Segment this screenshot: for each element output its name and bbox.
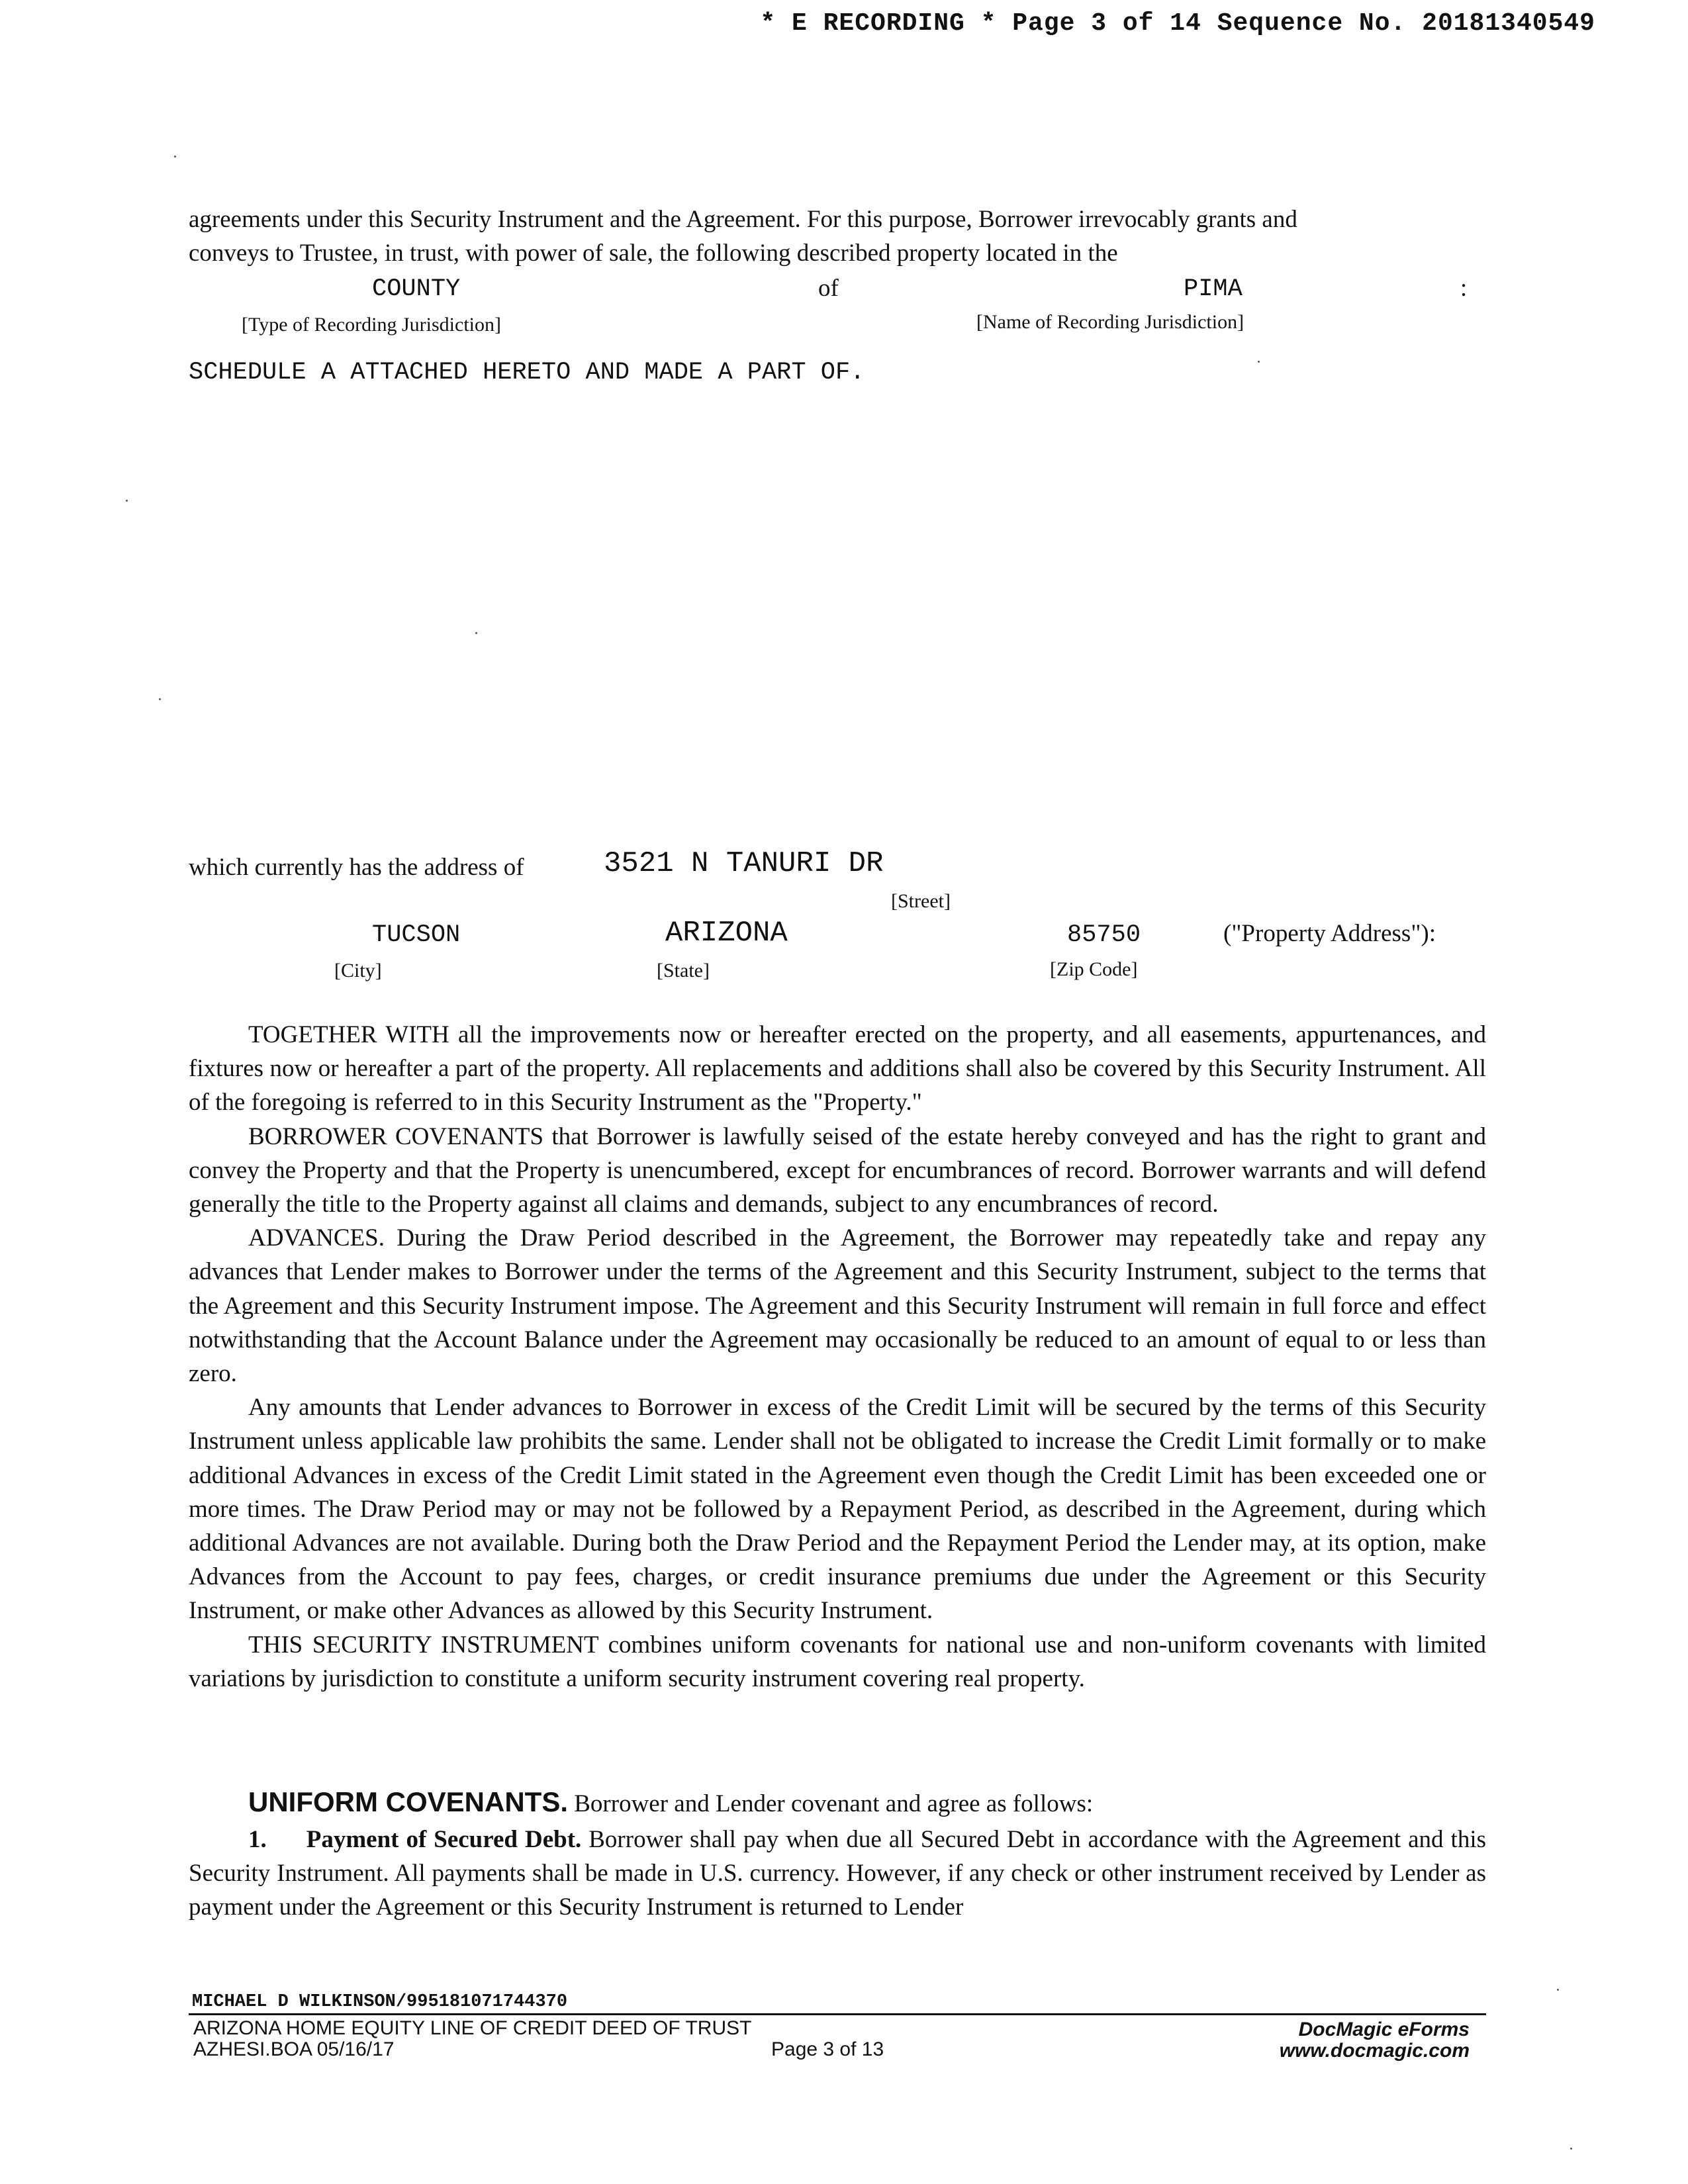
address-state-caption: [State] [657, 960, 710, 981]
jurisdiction-type-caption: [Type of Recording Jurisdiction] [242, 314, 501, 336]
property-address-label: ("Property Address"): [1223, 920, 1436, 947]
address-zip-caption: [Zip Code] [1050, 958, 1138, 980]
payment-covenant-number: 1. [248, 1826, 267, 1853]
covenant-paragraphs [189, 1018, 1486, 1696]
any-amounts-paragraph: Any amounts that Lender advances to Borrower in excess of the Credit Limit will be secured by the terms of this Security Instrument unless applicable law prohibits the same. Lender shall not be obligated to increase the Credit Limit formally or to make additional Advances in excess of the Credit Limit stated in the Agreement even though the Credit Limit has been exceeded one or more times. The Draw Period may or may not be followed by a Repayment Period, as described in the Agreement, during which additional Advances are not available. During both the Draw Period and the Repayment Period the Lender may, at its option, make Advances from the Account to pay fees, charges, or credit insurance premiums due under the Agreement or this Security Instrument, or make other Advances as allowed by this Security Instrument. [189, 1394, 1486, 1625]
footer-docmagic-website: www.docmagic.com [1279, 2040, 1470, 2062]
jurisdiction-name-value: PIMA [1184, 275, 1243, 303]
scan-speck [159, 698, 161, 700]
footer-docmagic-brand: DocMagic eForms [1298, 2019, 1470, 2040]
borrower-covenants-paragraph: BORROWER COVENANTS that Borrower is lawfully seised of the estate hereby conveyed and has the right to grant and convey the Property and that the Property is unencumbered, except for encumbrances of record. Borrower warrants and will defend generally the title to the Property against all claims and demands, subject to any encumbrances of record. [189, 1122, 1486, 1218]
footer-divider [189, 2013, 1486, 2015]
scan-speck [1258, 361, 1260, 363]
scan-speck [1570, 2148, 1572, 2150]
footer-borrower-id: MICHAEL D WILKINSON/995181071744370 [192, 1992, 568, 2012]
footer-form-code: AZHESI.BOA 05/16/17 [193, 2038, 395, 2060]
uniform-covenants-heading-line [189, 1784, 1486, 1823]
scan-speck [126, 500, 128, 502]
jurisdiction-colon: : [1460, 275, 1468, 302]
together-with-paragraph: TOGETHER WITH all the improvements now or hereafter erected on the property, and all easements, appurtenances, and fixtures now or hereafter a part of the property. All replacements and additions shall also be covered by this Security Instrument. All of the foregoing is referred to in this Security Instrument as the "Property." [189, 1021, 1486, 1116]
uniform-covenants-heading: UNIFORM COVENANTS. [248, 1786, 568, 1817]
scan-speck [174, 156, 176, 158]
scan-speck [1557, 1989, 1559, 1991]
payment-covenant-text: Borrower shall pay when due all Secured Debt in accordance with the Agreement and this Security Instrument. All payments shall be made in U.S. currency. However, if any check or other instrument received by Lender as payment under the Agreement or this Security Instrument is returned to Lender [189, 1826, 1486, 1921]
footer-page-label: Page 3 of 13 [771, 2038, 884, 2060]
address-city-caption: [City] [334, 960, 382, 981]
intro-line-1: agreements under this Security Instrument and the Agreement. For this purpose, Borrower irrevocably grants and [189, 206, 1297, 233]
schedule-text: SCHEDULE A ATTACHED HERETO AND MADE A PART OF. [189, 359, 865, 387]
address-city: TUCSON [372, 921, 461, 949]
uniform-covenants-intro: Borrower and Lender covenant and agree as follows: [574, 1790, 1094, 1817]
advances-paragraph: ADVANCES. During the Draw Period described in the Agreement, the Borrower may repeatedly take and repay any advances that Lender makes to Borrower under the terms of the Agreement and this Security Instrument, subject to the terms that the Agreement and this Security Instrument impose. The Agreement and this Security Instrument will remain in full force and effect notwithstanding that the Account Balance under the Agreement may occasionally be reduced to an amount of equal to or less than zero. [189, 1224, 1486, 1388]
recording-header: * E RECORDING * Page 3 of 14 Sequence No. 20181340549 [760, 9, 1595, 38]
address-street: 3521 N TANURI DR [604, 847, 884, 880]
payment-covenant-title: Payment of Secured Debt. [306, 1826, 582, 1853]
address-state: ARIZONA [665, 917, 788, 950]
scan-speck [475, 632, 477, 634]
footer-form-title: ARIZONA HOME EQUITY LINE OF CREDIT DEED OF TRUST [193, 2017, 752, 2039]
address-street-caption: [Street] [891, 890, 951, 912]
address-zip: 85750 [1067, 921, 1141, 949]
jurisdiction-name-caption: [Name of Recording Jurisdiction] [976, 311, 1244, 333]
this-security-instrument-paragraph: THIS SECURITY INSTRUMENT combines uniform covenants for national use and non-uniform covenants with limited variations by jurisdiction to constitute a uniform security instrument covering real property. [189, 1631, 1486, 1692]
payment-covenant-paragraph [189, 1823, 1486, 1925]
jurisdiction-type-value: COUNTY [372, 275, 461, 303]
jurisdiction-of-word: of [818, 275, 839, 302]
intro-line-2: conveys to Trustee, in trust, with power of sale, the following described property located in the [189, 240, 1118, 267]
uniform-covenants-section [189, 1784, 1486, 1925]
address-lead: which currently has the address of [189, 854, 524, 881]
